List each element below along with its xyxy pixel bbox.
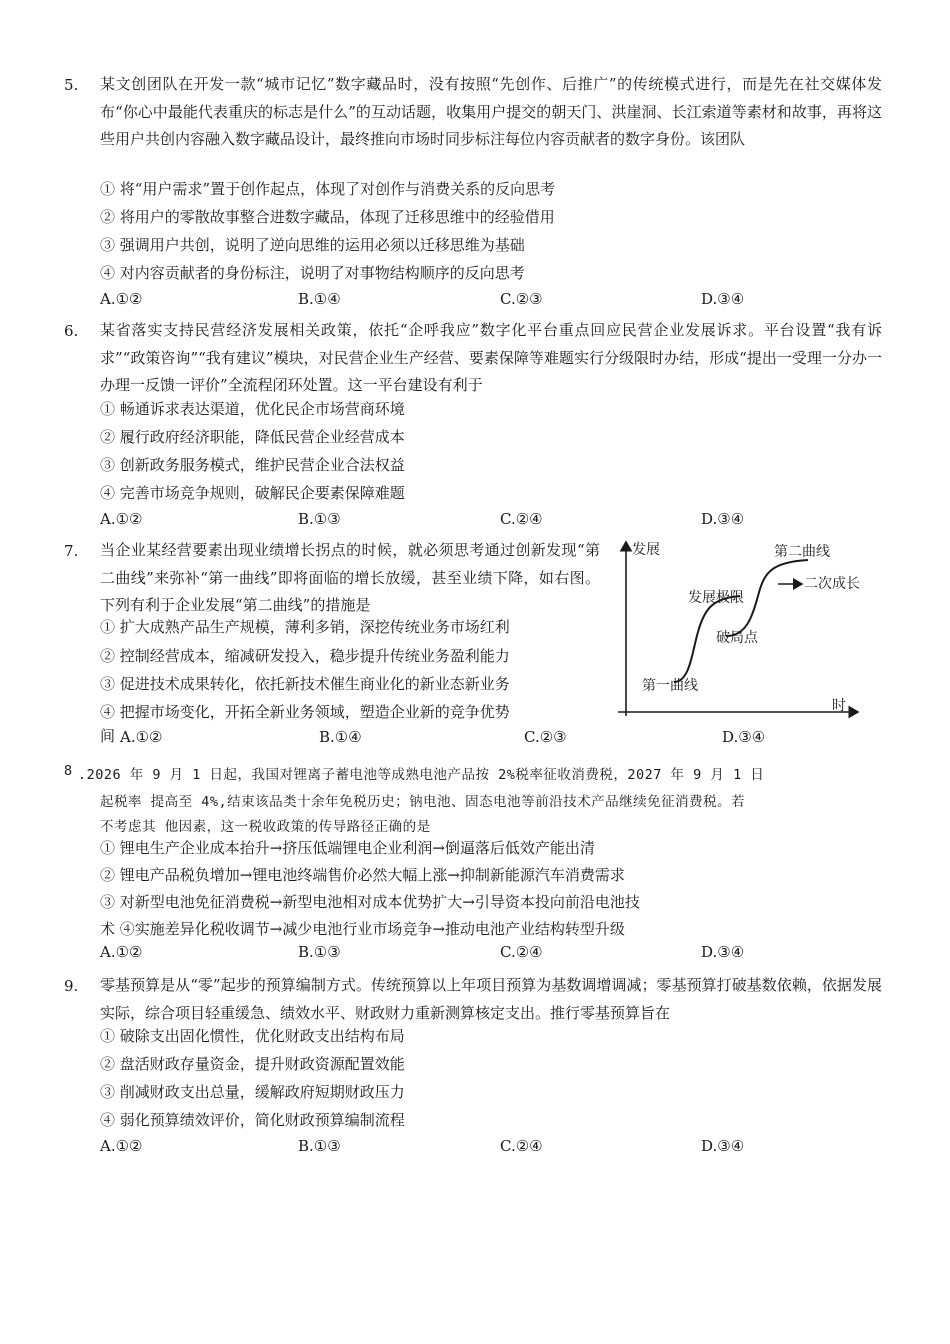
y-axis-label: 发展 (632, 542, 660, 558)
option-1: ① 畅通诉求表达渠道，优化民企市场营商环境 (100, 400, 405, 418)
question-stem-line-1: .2026 年 9 月 1 日起，我国对锂离子蓄电池等成熟电池产品按 2%税率征收消费税，2027 年 9 月 1 日 (78, 767, 765, 783)
question-stem: 某省落实支持民营经济发展相关政策，依托“企呼我应”数字化平台重点回应民营企业发展诉求。平台设置“我有诉求”“政策咨询”“我有建议”模块，对民营企业生产经营、要素保障等难题实行分级限时办结，形成“提出一受理一分办一办理一反馈一评价”全流程闭环处置。这一平台建设有利于 (100, 321, 882, 394)
answer-d[interactable]: D.③④ (701, 290, 745, 308)
question-stem-line-3: 不考虑其 他因素，这一税收政策的传导路径正确的是 (100, 819, 431, 835)
option-3: ③ 创新政务服务模式，维护民营企业合法权益 (100, 456, 405, 474)
option-2: ② 控制经营成本，缩减研发投入，稳步提升传统业务盈利能力 (100, 647, 510, 665)
answer-b[interactable]: B.①③ (298, 943, 341, 961)
answer-b[interactable]: B.①③ (298, 510, 341, 528)
question-stem-line-2: 起税率 提高至 4%,结束该品类十余年免税历史；钠电池、固态电池等前沿技术产品继续免征消费税。若 (100, 794, 746, 810)
answer-b[interactable]: B.①④ (319, 728, 362, 746)
answer-d[interactable]: D.③④ (701, 510, 745, 528)
question-number: 9. (64, 977, 79, 995)
question-stem: 零基预算是从“零”起步的预算编制方式。传统预算以上年项目预算为基数调增调减；零基预算打破基数依赖，依据发展实际，综合项目轻重缓急、绩效水平、财政财力重新测算核定支出。推行零基预算旨在 (100, 976, 882, 1022)
option-4: ④ 把握市场变化，开拓全新业务领域，塑造企业新的竞争优势 (100, 703, 510, 721)
answer-a[interactable]: A.①② (120, 728, 163, 746)
option-2: ② 锂电产品税负增加→锂电池终端售价必然大幅上涨→抑制新能源汽车消费需求 (100, 866, 625, 884)
question-number: 8 (64, 763, 73, 779)
question-stem: 当企业某经营要素出现业绩增长拐点的时候，就必须思考通过创新发现“第二曲线”来弥补“第一曲线”即将面临的增长放缓，甚至业绩下降，如右图。下列有利于企业发展“第二曲线”的措施是 (100, 541, 600, 614)
option-1: ① 锂电生产企业成本抬升→挤压低端锂电企业利润→倒逼落后低效产能出清 (100, 839, 595, 857)
answer-a[interactable]: A.①② (100, 510, 143, 528)
option-2: ② 盘活财政存量资金，提升财政资源配置效能 (100, 1055, 405, 1073)
option-4: ④ 对内容贡献者的身份标注，说明了对事物结构顺序的反向思考 (100, 264, 525, 282)
answer-c[interactable]: C.②④ (500, 1137, 543, 1155)
option-4: ④ 完善市场竞争规则，破解民企要素保障难题 (100, 484, 405, 502)
answer-d[interactable]: D.③④ (722, 728, 766, 746)
option-2: ② 履行政府经济职能，降低民营企业经营成本 (100, 428, 405, 446)
option-3: ③ 削减财政支出总量，缓解政府短期财政压力 (100, 1083, 405, 1101)
answer-a[interactable]: A.①② (100, 943, 143, 961)
answer-b[interactable]: B.①③ (298, 1137, 341, 1155)
answer-c[interactable]: C.②③ (524, 728, 567, 746)
answer-c[interactable]: C.②④ (500, 510, 543, 528)
x-axis-label: 时 (832, 698, 846, 714)
answer-a[interactable]: A.①② (100, 290, 143, 308)
second-growth-label: 二次成长 (804, 576, 860, 592)
second-curve-label: 第二曲线 (774, 544, 830, 560)
breakpoint-label: 破局点 (716, 630, 758, 646)
leftover-char: 间 (100, 727, 116, 745)
second-curve-figure (612, 532, 872, 722)
answer-a[interactable]: A.①② (100, 1137, 143, 1155)
answer-c[interactable]: C.②③ (500, 290, 543, 308)
answer-d[interactable]: D.③④ (701, 1137, 745, 1155)
question-number: 5. (64, 76, 79, 94)
limit-label: 发展极限 (688, 590, 744, 606)
question-number: 7. (64, 542, 79, 560)
option-1: ① 破除支出固化惯性，优化财政支出结构布局 (100, 1027, 405, 1045)
option-1: ① 扩大成熟产品生产规模，薄利多销，深挖传统业务市场红利 (100, 618, 510, 636)
answer-b[interactable]: B.①④ (298, 290, 341, 308)
answer-d[interactable]: D.③④ (701, 943, 745, 961)
option-3: ③ 促进技术成果转化，依托新技术催生商业化的新业态新业务 (100, 675, 510, 693)
option-2: ② 将用户的零散故事整合进数字藏品，体现了迁移思维中的经验借用 (100, 208, 555, 226)
option-4: 术 ④实施差异化税收调节→减少电池行业市场竞争→推动电池产业结构转型升级 (100, 920, 625, 938)
option-3: ③ 对新型电池免征消费税→新型电池相对成本优势扩大→引导资本投向前沿电池技 (100, 893, 640, 911)
option-3: ③ 强调用户共创，说明了逆向思维的运用必须以迁移思维为基础 (100, 236, 525, 254)
question-number: 6. (64, 322, 79, 340)
first-curve-label: 第一曲线 (642, 678, 698, 694)
question-stem: 某文创团队在开发一款“城市记忆”数字藏品时，没有按照“先创作、后推广”的传统模式进行，而是先在社交媒体发布“你心中最能代表重庆的标志是什么”的互动话题，收集用户提交的朝天门、洪崖洞、长江索道等素材和故事，再将这些用户共创内容融入数字藏品设计，最终推向市场时同步标注每位内容贡献者的数字身份。该团队 (100, 75, 882, 148)
option-4: ④ 弱化预算绩效评价，简化财政预算编制流程 (100, 1111, 405, 1129)
answer-c[interactable]: C.②④ (500, 943, 543, 961)
option-1: ① 将“用户需求”置于创作起点，体现了对创作与消费关系的反向思考 (100, 180, 556, 198)
